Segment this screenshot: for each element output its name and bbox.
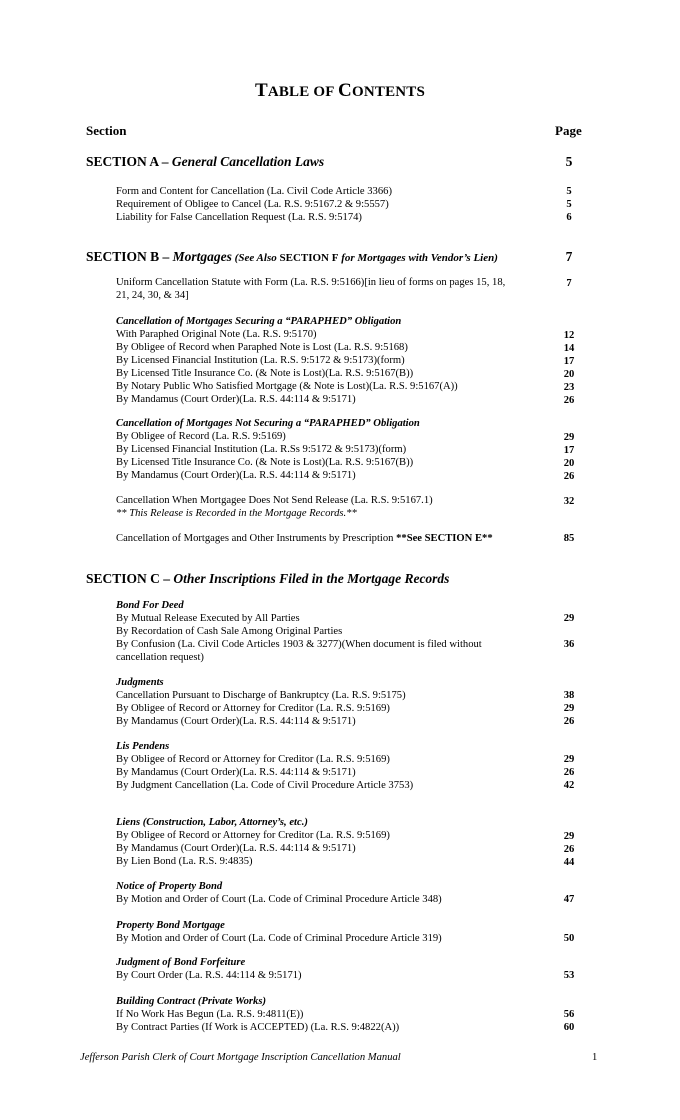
subsection-heading: Cancellation of Mortgages Securing a “PARAPHED” Obligation bbox=[116, 316, 402, 327]
page-title bbox=[0, 80, 680, 102]
toc-entry[interactable]: By Motion and Order of Court (La. Code of Criminal Procedure Article 348) bbox=[116, 894, 442, 905]
section-b-note-3: for Mortgages with Vendor’s Lien) bbox=[338, 252, 498, 264]
toc-entry[interactable]: By Licensed Title Insurance Co. (& Note is Lost)(La. R.S. 9:5167(B)) bbox=[116, 368, 414, 379]
toc-entry[interactable]: By Mandamus (Court Order)(La. R.S. 44:114 & 9:5171) bbox=[116, 767, 356, 778]
toc-entry[interactable]: By Motion and Order of Court (La. Code of Criminal Procedure Article 319) bbox=[116, 933, 442, 944]
toc-entry-text: Cancellation of Mortgages and Other Instruments by Prescription bbox=[116, 533, 397, 544]
section-b-note-1: (See Also bbox=[231, 252, 280, 264]
subsection-heading: Building Contract (Private Works) bbox=[116, 996, 266, 1007]
toc-entry[interactable]: By Notary Public Who Satisfied Mortgage (& Note is Lost)(La. R.S. 9:5167(A)) bbox=[116, 381, 458, 392]
section-c-heading[interactable] bbox=[86, 571, 449, 587]
toc-entry[interactable]: With Paraphed Original Note (La. R.S. 9:5170) bbox=[116, 329, 317, 340]
toc-entry[interactable]: By Mutual Release Executed by All Parties bbox=[116, 613, 300, 624]
toc-page: 29 bbox=[563, 754, 575, 765]
toc-page: 60 bbox=[563, 1022, 575, 1033]
toc-page: 26 bbox=[563, 471, 575, 482]
section-column-header: Section bbox=[86, 123, 127, 138]
toc-entry[interactable]: By Mandamus (Court Order)(La. R.S. 44:114 & 9:5171) bbox=[116, 716, 356, 727]
toc-page: 5 bbox=[566, 186, 572, 197]
subsection-heading: Judgment of Bond Forfeiture bbox=[116, 957, 246, 968]
toc-entry[interactable]: By Obligee of Record or Attorney for Creditor (La. R.S. 9:5169) bbox=[116, 830, 390, 841]
subsection-heading: Bond For Deed bbox=[116, 600, 184, 611]
subsection-heading: Judgments bbox=[116, 677, 164, 688]
toc-entry[interactable]: Liability for False Cancellation Request (La. R.S. 9:5174) bbox=[116, 212, 362, 223]
toc-page: 29 bbox=[563, 613, 575, 624]
toc-page: 6 bbox=[566, 212, 572, 223]
toc-page: 36 bbox=[563, 639, 575, 650]
toc-note: ** This Release is Recorded in the Mortgage Records.** bbox=[116, 508, 357, 519]
section-b-heading[interactable] bbox=[86, 249, 498, 265]
toc-page: 23 bbox=[563, 382, 575, 393]
toc-entry[interactable]: Requirement of Obligee to Cancel (La. R.S. 9:5167.2 & 9:5557) bbox=[116, 199, 389, 210]
toc-entry[interactable]: Form and Content for Cancellation (La. Civil Code Article 3366) bbox=[116, 186, 392, 197]
page-column-header: Page bbox=[555, 123, 582, 138]
toc-page: 50 bbox=[563, 933, 575, 944]
toc-entry[interactable]: By Licensed Financial Institution (La. R.Ss 9:5172 & 9:5173)(form) bbox=[116, 444, 407, 455]
toc-entry[interactable]: By Obligee of Record (La. R.S. 9:5169) bbox=[116, 431, 286, 442]
footer-title: Jefferson Parish Clerk of Court Mortgage Inscription Cancellation Manual bbox=[80, 1052, 401, 1063]
section-a-page: 5 bbox=[565, 154, 573, 169]
section-b-note-2: SECTION F bbox=[279, 252, 339, 264]
toc-page: 53 bbox=[563, 970, 575, 981]
toc-entry[interactable]: If No Work Has Begun (La. R.S. 9:4811(E)) bbox=[116, 1009, 304, 1020]
toc-page: 85 bbox=[563, 533, 575, 544]
toc-page: 20 bbox=[563, 369, 575, 380]
subsection-heading: Cancellation of Mortgages Not Securing a “PARAPHED” Obligation bbox=[116, 418, 420, 429]
toc-entry[interactable]: By Mandamus (Court Order)(La. R.S. 44:114 & 9:5171) bbox=[116, 470, 356, 481]
toc-page: 32 bbox=[563, 496, 575, 507]
toc-entry[interactable]: By Court Order (La. R.S. 44:114 & 9:5171) bbox=[116, 970, 302, 981]
toc-entry[interactable]: By Obligee of Record or Attorney for Creditor (La. R.S. 9:5169) bbox=[116, 754, 390, 765]
toc-page: 26 bbox=[563, 844, 575, 855]
toc-page: 26 bbox=[563, 716, 575, 727]
title-rest-1: ABLE OF bbox=[267, 84, 339, 100]
toc-page: 29 bbox=[563, 432, 575, 443]
toc-page: 42 bbox=[563, 780, 575, 791]
title-rest-2: ONTENTS bbox=[351, 84, 426, 100]
title-cap-t: T bbox=[254, 80, 268, 101]
toc-page: 17 bbox=[563, 356, 575, 367]
toc-page: 14 bbox=[563, 343, 575, 354]
toc-entry[interactable]: By Licensed Title Insurance Co. (& Note is Lost)(La. R.S. 9:5167(B)) bbox=[116, 457, 414, 468]
subsection-heading: Lis Pendens bbox=[116, 741, 170, 752]
toc-page: 29 bbox=[563, 831, 575, 842]
toc-entry[interactable]: By Mandamus (Court Order)(La. R.S. 44:114 & 9:5171) bbox=[116, 394, 356, 405]
section-b-prefix: SECTION B – bbox=[86, 249, 173, 264]
toc-entry[interactable]: By Lien Bond (La. R.S. 9:4835) bbox=[116, 856, 253, 867]
subsection-heading: Notice of Property Bond bbox=[116, 881, 223, 892]
toc-page: 20 bbox=[563, 458, 575, 469]
toc-page: 7 bbox=[566, 278, 572, 289]
toc-page: 17 bbox=[563, 445, 575, 456]
toc-entry[interactable]: By Judgment Cancellation (La. Code of Civil Procedure Article 3753) bbox=[116, 780, 414, 791]
toc-entry[interactable]: By Recordation of Cash Sale Among Original Parties bbox=[116, 626, 343, 637]
toc-entry[interactable] bbox=[116, 532, 493, 545]
section-c-name: Other Inscriptions Filed in the Mortgage Records bbox=[173, 571, 450, 586]
toc-entry[interactable]: By Confusion (La. Civil Code Articles 1903 & 3277)(When document is filed without cancellation request) bbox=[116, 639, 482, 663]
toc-page: 26 bbox=[563, 395, 575, 406]
toc-page: 5 bbox=[566, 199, 572, 210]
section-a-prefix: SECTION A – bbox=[86, 154, 172, 169]
toc-page: 47 bbox=[563, 894, 575, 905]
toc-page: 38 bbox=[563, 690, 575, 701]
footer-page-number: 1 bbox=[592, 1052, 598, 1063]
toc-entry[interactable]: By Obligee of Record when Paraphed Note is Lost (La. R.S. 9:5168) bbox=[116, 342, 408, 353]
subsection-heading: Property Bond Mortgage bbox=[116, 920, 225, 931]
toc-entry[interactable]: By Contract Parties (If Work is ACCEPTED) (La. R.S. 9:4822(A)) bbox=[116, 1022, 400, 1033]
toc-entry[interactable]: By Licensed Financial Institution (La. R.S. 9:5172 & 9:5173)(form) bbox=[116, 355, 405, 366]
toc-entry[interactable]: Uniform Cancellation Statute with Form (La. R.S. 9:5166)[in lieu of forms on pages 15, 18, 21, 24, 30, & 34] bbox=[116, 277, 506, 301]
section-a-name: General Cancellation Laws bbox=[171, 154, 325, 169]
see-section-e-ref: **See SECTION E** bbox=[396, 533, 493, 544]
toc-page: 56 bbox=[563, 1009, 575, 1020]
toc-entry[interactable]: By Mandamus (Court Order)(La. R.S. 44:114 & 9:5171) bbox=[116, 843, 356, 854]
section-b-page: 7 bbox=[565, 249, 573, 264]
section-a-heading[interactable] bbox=[86, 154, 324, 170]
section-c-prefix: SECTION C – bbox=[86, 571, 174, 586]
toc-page: 12 bbox=[563, 330, 575, 341]
section-b-name: Mortgages bbox=[172, 249, 232, 264]
title-cap-c: C bbox=[338, 80, 352, 101]
toc-entry[interactable]: Cancellation Pursuant to Discharge of Bankruptcy (La. R.S. 9:5175) bbox=[116, 690, 406, 701]
toc-page: 26 bbox=[563, 767, 575, 778]
toc-entry[interactable]: Cancellation When Mortgagee Does Not Send Release (La. R.S. 9:5167.1) bbox=[116, 495, 433, 506]
subsection-heading: Liens (Construction, Labor, Attorney’s, etc.) bbox=[116, 817, 308, 828]
toc-page: 44 bbox=[563, 857, 575, 868]
toc-page: 29 bbox=[563, 703, 575, 714]
toc-entry[interactable]: By Obligee of Record or Attorney for Creditor (La. R.S. 9:5169) bbox=[116, 703, 390, 714]
